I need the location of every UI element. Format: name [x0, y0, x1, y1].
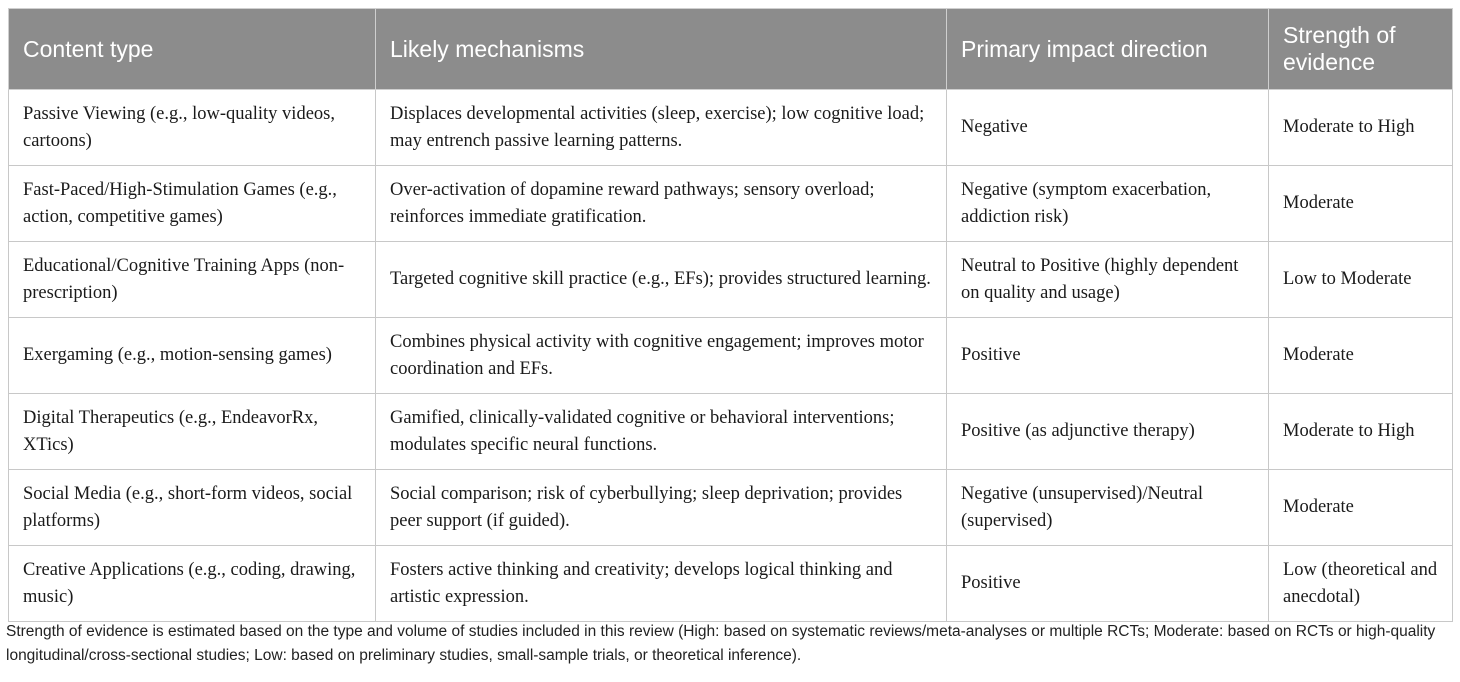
table-row: [9, 166, 1453, 242]
cell-impact-direction: Positive: [947, 546, 1269, 622]
cell-strength: Moderate to High: [1269, 90, 1453, 166]
evidence-table-container: [8, 8, 1452, 622]
cell-strength: Moderate to High: [1269, 394, 1453, 470]
cell-content-type: Passive Viewing (e.g., low-quality videos, cartoons): [9, 90, 376, 166]
table-footnote: Strength of evidence is estimated based on the type and volume of studies included in this review (High: based on systematic reviews/meta-analyses or multiple RCTs; Moderate: based on RCTs or high-quality longitudinal/cross-sectional studies; Low: based on preliminary studies, small-sample trials, or theoretical inference).: [6, 623, 1436, 664]
cell-impact-direction: Neutral to Positive (highly dependent on quality and usage): [947, 242, 1269, 318]
cell-impact-direction: Negative (symptom exacerbation, addiction risk): [947, 166, 1269, 242]
cell-content-type: Digital Therapeutics (e.g., EndeavorRx, XTics): [9, 394, 376, 470]
header-primary-impact-direction: Primary impact direction: [947, 9, 1269, 90]
cell-content-type: Exergaming (e.g., motion-sensing games): [9, 318, 376, 394]
cell-mechanisms: Fosters active thinking and creativity; develops logical thinking and artistic expression.: [376, 546, 947, 622]
cell-strength: Low (theoretical and anecdotal): [1269, 546, 1453, 622]
table-row: [9, 394, 1453, 470]
evidence-table: [8, 8, 1453, 622]
header-content-type: Content type: [9, 9, 376, 90]
cell-mechanisms: Targeted cognitive skill practice (e.g., EFs); provides structured learning.: [376, 242, 947, 318]
header-strength-of-evidence: Strength of evidence: [1269, 9, 1453, 90]
table-header: [9, 9, 1453, 90]
cell-content-type: Educational/Cognitive Training Apps (non-prescription): [9, 242, 376, 318]
cell-strength: Moderate: [1269, 318, 1453, 394]
cell-strength: Low to Moderate: [1269, 242, 1453, 318]
table-row: [9, 318, 1453, 394]
cell-mechanisms: Gamified, clinically-validated cognitive or behavioral interventions; modulates specific neural functions.: [376, 394, 947, 470]
cell-content-type: Fast-Paced/High-Stimulation Games (e.g., action, competitive games): [9, 166, 376, 242]
cell-mechanisms: Social comparison; risk of cyberbullying; sleep deprivation; provides peer support (if guided).: [376, 470, 947, 546]
cell-mechanisms: Displaces developmental activities (sleep, exercise); low cognitive load; may entrench passive learning patterns.: [376, 90, 947, 166]
cell-impact-direction: Negative: [947, 90, 1269, 166]
cell-strength: Moderate: [1269, 166, 1453, 242]
cell-impact-direction: Positive: [947, 318, 1269, 394]
cell-content-type: Social Media (e.g., short-form videos, social platforms): [9, 470, 376, 546]
table-row: [9, 470, 1453, 546]
cell-mechanisms: Over-activation of dopamine reward pathways; sensory overload; reinforces immediate gratification.: [376, 166, 947, 242]
cell-impact-direction: Positive (as adjunctive therapy): [947, 394, 1269, 470]
table-body: [9, 90, 1453, 622]
cell-content-type: Creative Applications (e.g., coding, drawing, music): [9, 546, 376, 622]
table-row: [9, 242, 1453, 318]
cell-impact-direction: Negative (unsupervised)/Neutral (supervised): [947, 470, 1269, 546]
cell-strength: Moderate: [1269, 470, 1453, 546]
cell-mechanisms: Combines physical activity with cognitive engagement; improves motor coordination and EFs.: [376, 318, 947, 394]
header-likely-mechanisms: Likely mechanisms: [376, 9, 947, 90]
header-row: [9, 9, 1453, 90]
table-row: [9, 90, 1453, 166]
table-row: [9, 546, 1453, 622]
